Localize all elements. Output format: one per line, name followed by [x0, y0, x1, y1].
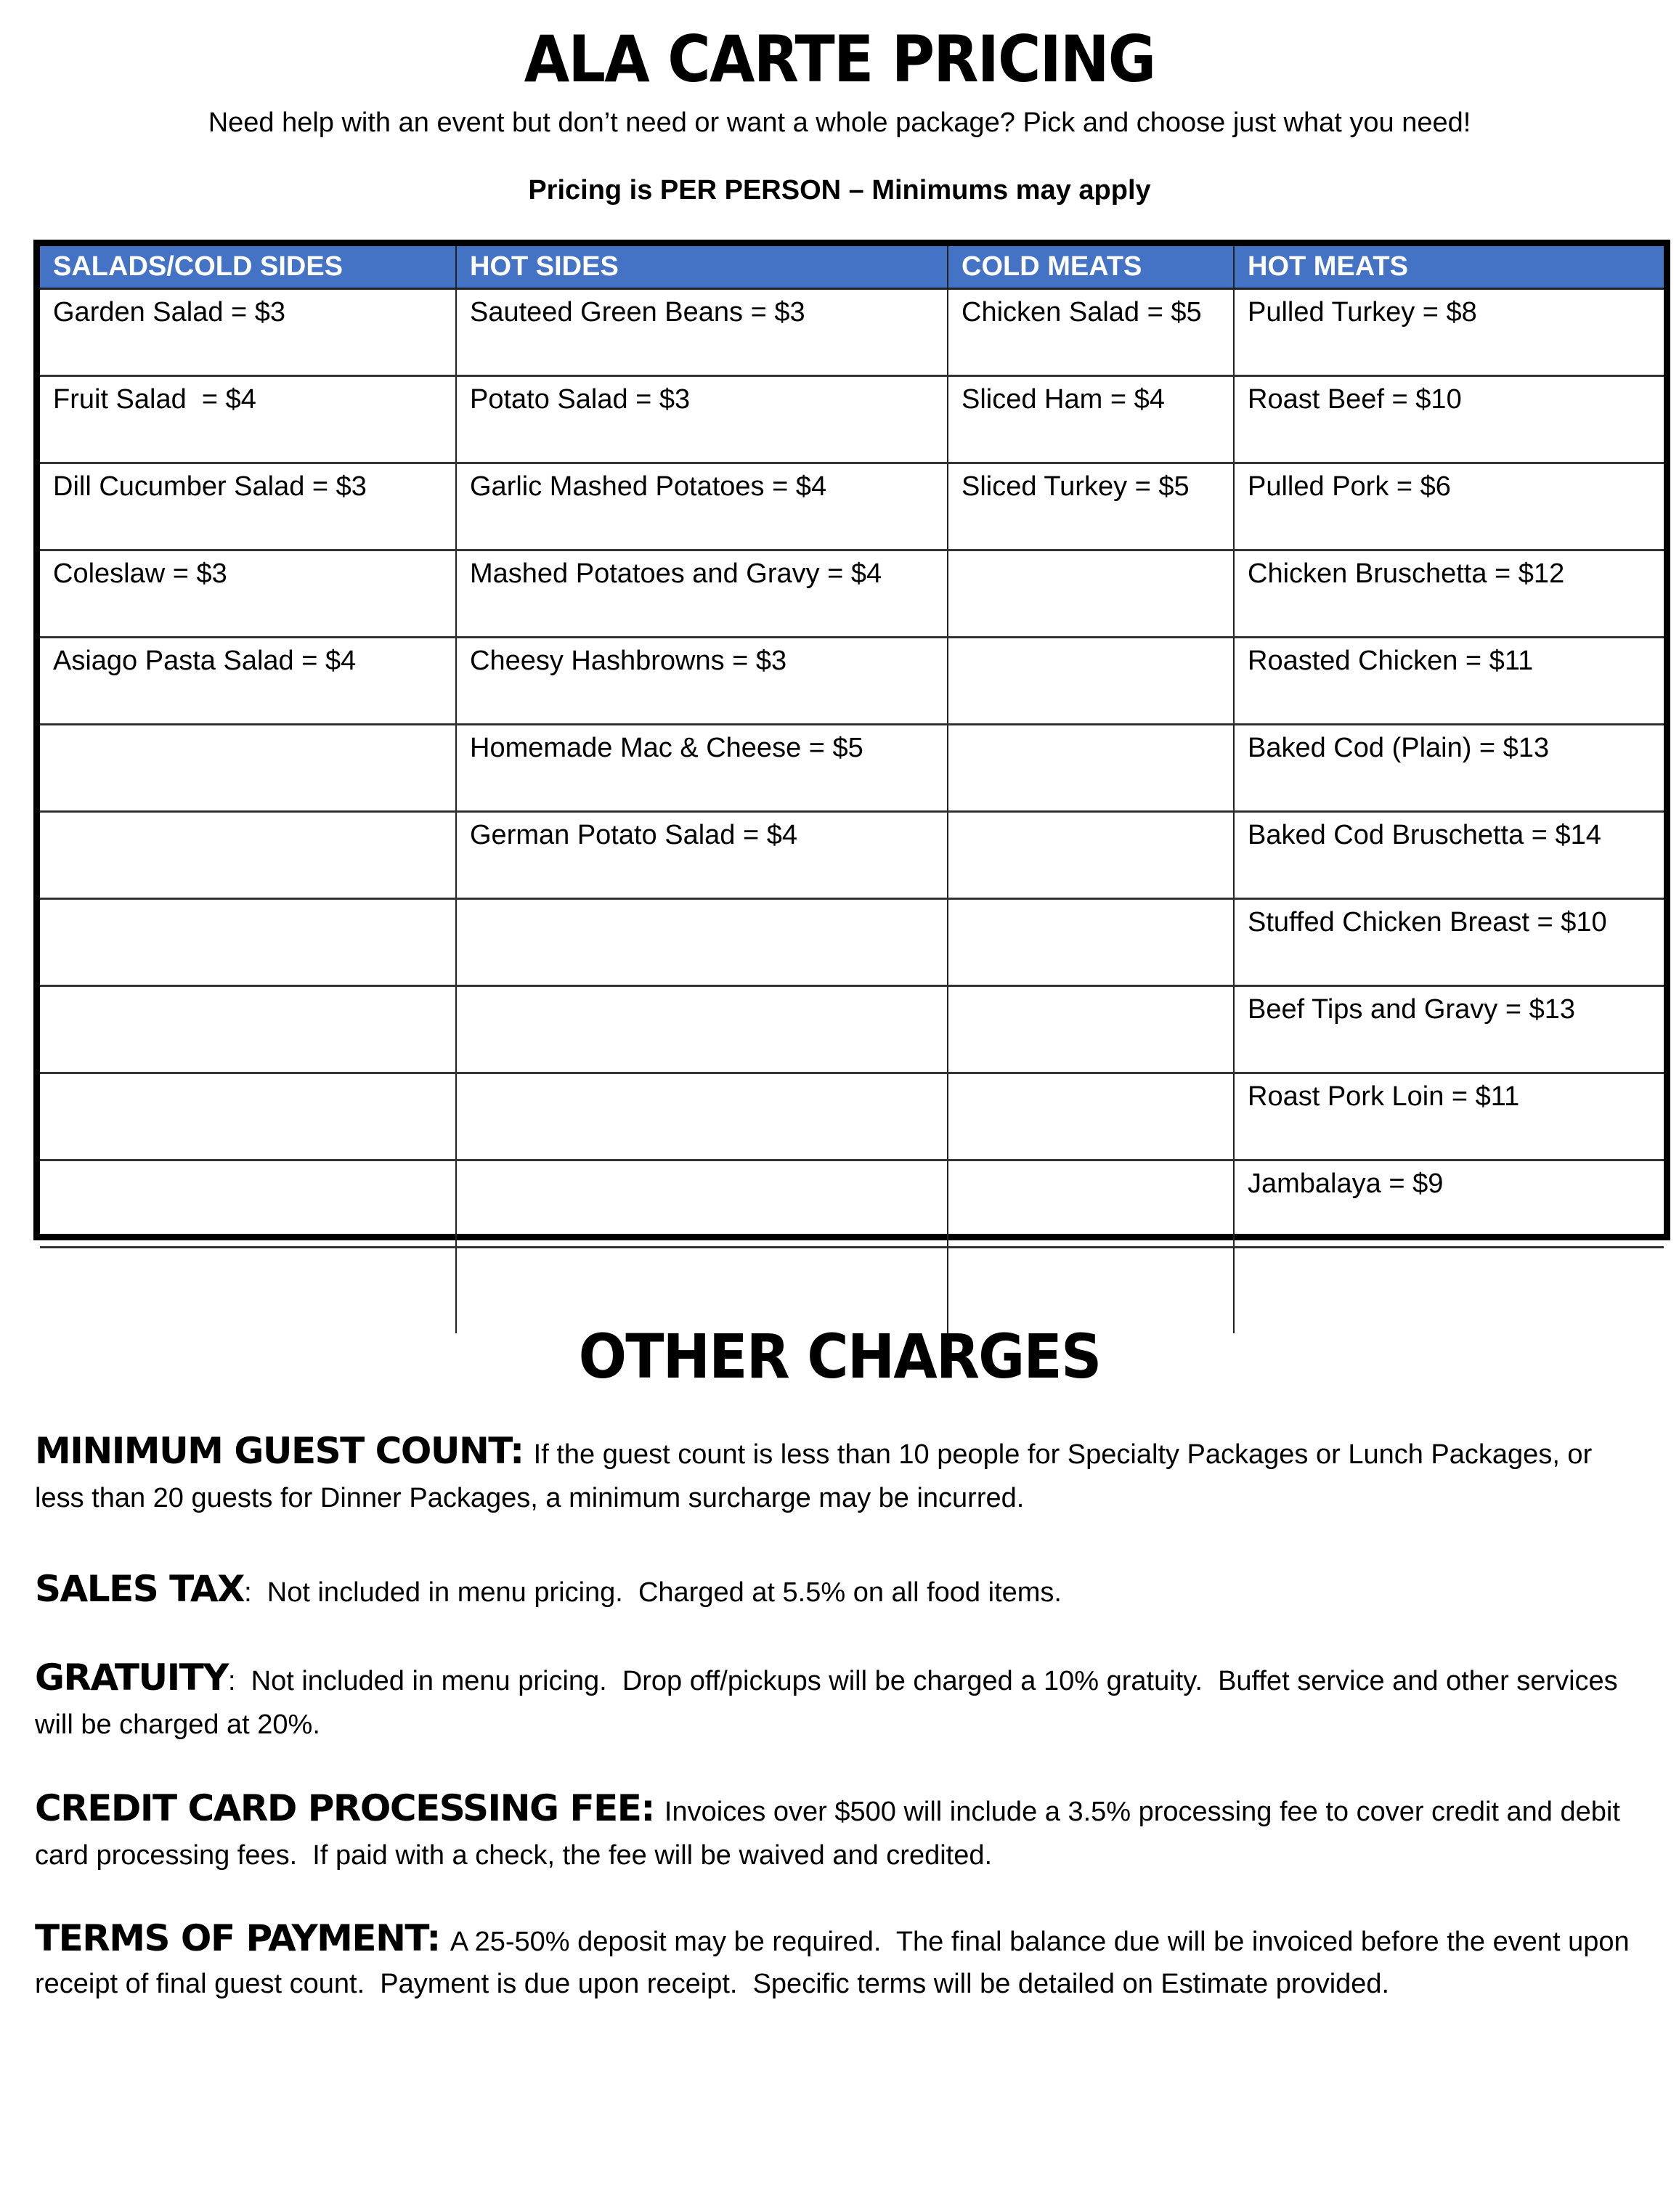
- table-row: [40, 812, 1664, 899]
- table-row: [40, 725, 1664, 812]
- menu-table: [33, 240, 1670, 1240]
- page-title: ALA CARTE PRICING: [524, 22, 1155, 97]
- menu-cell-hot-meats: Pulled Pork = $6: [1234, 463, 1664, 550]
- table-row: [40, 1160, 1664, 1248]
- charge-label: TERMS OF PAYMENT:: [35, 1917, 440, 1959]
- menu-cell-salads-cold-sides: [40, 1073, 456, 1160]
- charge-credit-card-processing-fee: [35, 1786, 1647, 1877]
- table-row: [40, 1073, 1664, 1160]
- charge-text: : Not included in menu pricing. Drop off/pickups will be charged a 10% gratuity. Buffet service and other services will be charged at 20%.: [35, 1666, 1626, 1740]
- table-row: [40, 550, 1664, 638]
- menu-cell-salads-cold-sides: [40, 812, 456, 899]
- menu-cell-hot-sides: German Potato Salad = $4: [456, 812, 948, 899]
- menu-cell-hot-meats: Baked Cod Bruschetta = $14: [1234, 812, 1664, 899]
- menu-cell-salads-cold-sides: [40, 899, 456, 986]
- menu-cell-cold-meats: [948, 1073, 1234, 1160]
- other-charges-title: OTHER CHARGES: [578, 1321, 1101, 1392]
- menu-cell-hot-sides: Sauteed Green Beans = $3: [456, 289, 948, 376]
- menu-cell-hot-sides: [456, 1160, 948, 1248]
- column-header-hot-sides: HOT SIDES: [456, 246, 948, 289]
- charge-terms-of-payment: [35, 1917, 1647, 2005]
- menu-cell-salads-cold-sides: Garden Salad = $3: [40, 289, 456, 376]
- menu-cell-cold-meats: Chicken Salad = $5: [948, 289, 1234, 376]
- charge-label: SALES TAX: [35, 1568, 245, 1610]
- menu-cell-salads-cold-sides: Asiago Pasta Salad = $4: [40, 638, 456, 725]
- menu-table-grid: [40, 246, 1664, 1333]
- menu-cell-hot-sides: [456, 1073, 948, 1160]
- charge-sales-tax: [35, 1567, 1647, 1614]
- menu-cell-cold-meats: [948, 986, 1234, 1073]
- page-subtitle: Need help with an event but don’t need or want a whole package? Pick and choose just what you need!: [208, 107, 1471, 138]
- menu-cell-hot-sides: Mashed Potatoes and Gravy = $4: [456, 550, 948, 638]
- menu-cell-hot-sides: Cheesy Hashbrowns = $3: [456, 638, 948, 725]
- menu-cell-salads-cold-sides: Fruit Salad = $4: [40, 376, 456, 463]
- charge-gratuity: [35, 1656, 1647, 1747]
- menu-cell-hot-meats: Roast Beef = $10: [1234, 376, 1664, 463]
- menu-cell-hot-sides: [456, 986, 948, 1073]
- column-header-salads-cold-sides: SALADS/COLD SIDES: [40, 246, 456, 289]
- table-row: [40, 376, 1664, 463]
- menu-cell-hot-meats: Roasted Chicken = $11: [1234, 638, 1664, 725]
- charge-label: GRATUITY: [35, 1656, 228, 1699]
- menu-cell-cold-meats: [948, 812, 1234, 899]
- menu-cell-hot-sides: Homemade Mac & Cheese = $5: [456, 725, 948, 812]
- charge-text: A 25-50% deposit may be required. The final balance due will be invoiced before the event upon receipt of final guest count. Payment is due upon receipt. Specific terms will be detailed on Estimate provided.: [35, 1927, 1638, 1999]
- menu-cell-hot-meats: Beef Tips and Gravy = $13: [1234, 986, 1664, 1073]
- table-row: [40, 899, 1664, 986]
- column-header-hot-meats: HOT MEATS: [1234, 246, 1664, 289]
- menu-cell-salads-cold-sides: Dill Cucumber Salad = $3: [40, 463, 456, 550]
- table-row: [40, 638, 1664, 725]
- table-header-row: [40, 246, 1664, 289]
- charge-minimum-guest-count: [35, 1429, 1647, 1520]
- charge-label: CREDIT CARD PROCESSING FEE:: [35, 1787, 654, 1829]
- menu-cell-salads-cold-sides: [40, 1160, 456, 1248]
- menu-cell-hot-sides: Garlic Mashed Potatoes = $4: [456, 463, 948, 550]
- menu-cell-cold-meats: [948, 725, 1234, 812]
- charge-text: : Not included in menu pricing. Charged at 5.5% on all food items.: [244, 1577, 1062, 1608]
- menu-cell-hot-meats: Chicken Bruschetta = $12: [1234, 550, 1664, 638]
- menu-cell-salads-cold-sides: [40, 725, 456, 812]
- menu-cell-hot-meats: Pulled Turkey = $8: [1234, 289, 1664, 376]
- menu-cell-cold-meats: [948, 550, 1234, 638]
- menu-cell-hot-meats: Baked Cod (Plain) = $13: [1234, 725, 1664, 812]
- menu-cell-cold-meats: Sliced Ham = $4: [948, 376, 1234, 463]
- menu-cell-cold-meats: [948, 899, 1234, 986]
- menu-cell-cold-meats: Sliced Turkey = $5: [948, 463, 1234, 550]
- menu-cell-cold-meats: [948, 638, 1234, 725]
- column-header-cold-meats: COLD MEATS: [948, 246, 1234, 289]
- charge-text: If the guest count is less than 10 people for Specialty Packages or Lunch Packages, or less than 20 guests for Dinner Packages, a minimum surcharge may be incurred.: [35, 1439, 1600, 1513]
- charge-label: MINIMUM GUEST COUNT:: [35, 1430, 524, 1472]
- table-row: [40, 289, 1664, 376]
- menu-cell-salads-cold-sides: [40, 986, 456, 1073]
- charge-text: Invoices over $500 will include a 3.5% processing fee to cover credit and debit card processing fees. If paid with a check, the fee will be waived and credited.: [35, 1797, 1628, 1871]
- menu-cell-cold-meats: [948, 1160, 1234, 1248]
- menu-cell-hot-meats: Roast Pork Loin = $11: [1234, 1073, 1664, 1160]
- menu-cell-hot-sides: [456, 899, 948, 986]
- pricing-note: Pricing is PER PERSON – Minimums may apply: [528, 175, 1151, 206]
- menu-cell-hot-meats: Jambalaya = $9: [1234, 1160, 1664, 1248]
- menu-cell-salads-cold-sides: Coleslaw = $3: [40, 550, 456, 638]
- menu-cell-hot-meats: Stuffed Chicken Breast = $10: [1234, 899, 1664, 986]
- table-row: [40, 463, 1664, 550]
- table-row: [40, 986, 1664, 1073]
- menu-cell-hot-sides: Potato Salad = $3: [456, 376, 948, 463]
- menu-table-body: [40, 289, 1664, 1334]
